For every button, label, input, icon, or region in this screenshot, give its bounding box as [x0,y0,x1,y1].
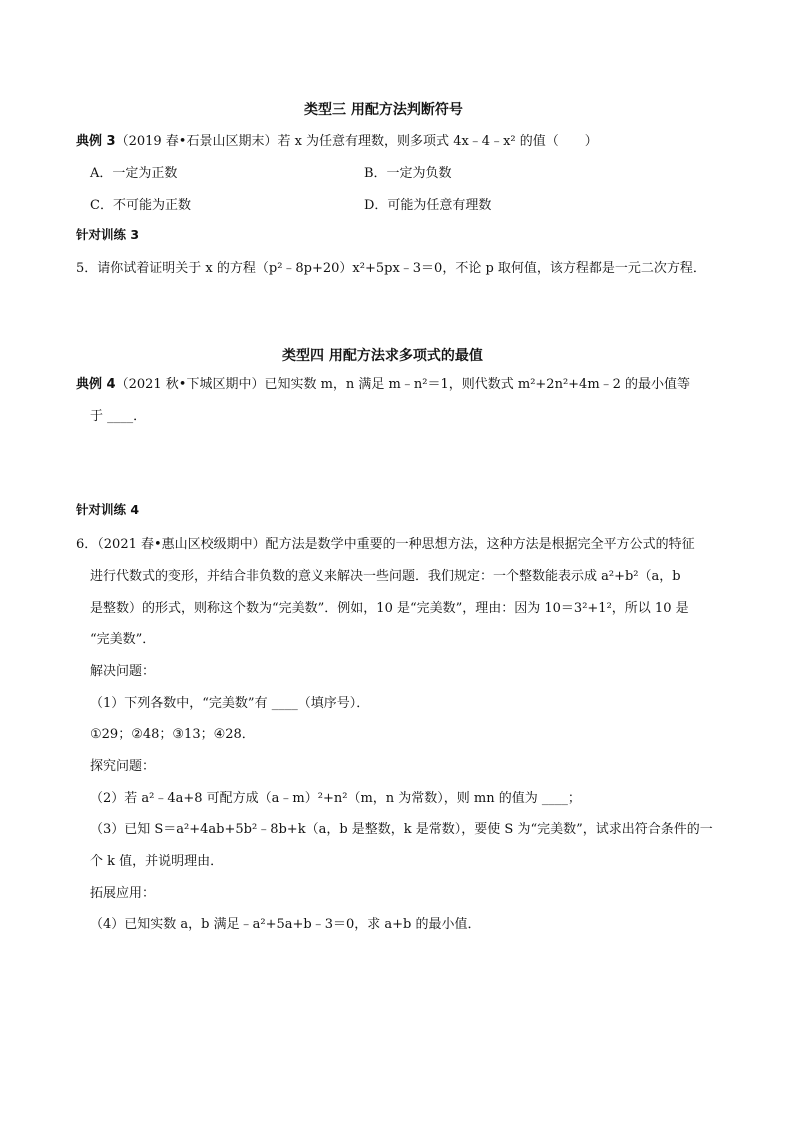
subheading-explore: 探究问题： [90,759,156,774]
training4-label: 针对训练 4 [76,502,140,517]
section3-title: 类型三 用配方法判断符号 [304,102,463,118]
option-c: C．不可能为正数 [90,198,191,213]
question-6-part-2: （2）若 a²﹣4a+8 可配方成（a﹣m）²+n²（m，n 为常数），则 mn 的值为 ____； [90,791,581,806]
question-6-line: 进行代数式的变形，并结合非负数的意义来解决一些问题．我们规定：一个整数能表示成 a²+b²（a，b [90,569,681,584]
option-d: D．可能为任意有理数 [364,198,492,213]
example4-line2: 于 ____． [90,409,147,424]
example3-text: （2019 春•石景山区期末）若 x 为任意有理数，则多项式 4x﹣4﹣x² 的值（ ） [115,134,598,149]
example3-label: 典例 3 [76,134,116,149]
section4-title: 类型四 用配方法求多项式的最值 [282,348,483,364]
question-6-part-3: （3）已知 S＝a²+4ab+5b²﹣8b+k（a，b 是整数，k 是常数），要使 S 为“完美数”，试求出符合条件的一 [90,822,713,837]
question-6-line: 6．（2021 春•惠山区校级期中）配方法是数学中重要的一种思想方法，这种方法是根据完全平方公式的特征 [76,537,695,552]
example4-label: 典例 4 [76,377,116,392]
question-6-part-3-cont: 个 k 值，并说明理由． [90,854,224,869]
option-a: A．一定为正数 [90,166,178,181]
subheading-extend: 拓展应用： [90,886,156,901]
training3-label: 针对训练 3 [76,227,140,242]
subheading-solve: 解决问题： [90,664,156,679]
example4 [76,373,690,392]
question-6-line: 是整数）的形式，则称这个数为“完美数”．例如，10 是“完美数”，理由：因为 10＝3²+1²，所以 10 是 [90,601,689,616]
example3 [76,130,598,149]
option-b: B．一定为负数 [364,166,452,181]
question-5: 5．请你试着证明关于 x 的方程（p²﹣8p+20）x²+5px﹣3＝0，不论 p 取何值，该方程都是一元二次方程． [76,261,706,276]
question-6-line: “完美数”． [90,632,156,647]
question-6-part-1: （1）下列各数中，“完美数”有 ____（填序号）． [90,696,370,711]
example4-line1: （2021 秋•下城区期中）已知实数 m，n 满足 m﹣n²＝1，则代数式 m²+2n²+4m﹣2 的最小值等 [115,377,691,392]
question-6-part-4: （4）已知实数 a，b 满足﹣a²+5a+b﹣3＝0，求 a+b 的最小值． [90,917,481,932]
question-6-choices: ①29；②48；③13；④28． [90,727,255,742]
